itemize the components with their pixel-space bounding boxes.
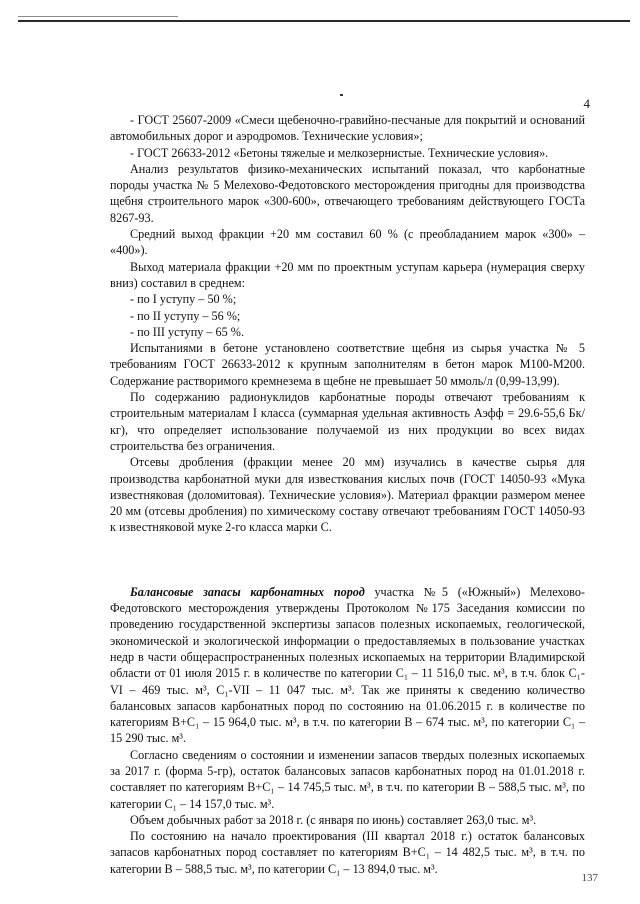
paragraph-reserves bbox=[110, 584, 585, 747]
paragraph: Выход материала фракции +20 мм по проектным уступам карьера (нумерация сверху вниз) составил в среднем: bbox=[110, 259, 585, 290]
header-rule-thin bbox=[18, 16, 178, 17]
page-number-top: 4 bbox=[583, 96, 590, 111]
paragraph: Отсевы дробления (фракции менее 20 мм) изучались в качестве сырья для производства карбонатной муки для известкования кислых почв (ГОСТ 14050-93 «Мука известняковая (доломитовая). Технические условия»). Материал фракции размером менее 20 мм (отсевы дробления) по химическому составу отвечают требованиям ГОСТ 14050-93 к известняковой муке 2-го класса марки С. bbox=[110, 455, 585, 535]
paragraph: Анализ результатов физико-механических испытаний показал, что карбонатные породы участка № 5 Мелехово-Федотовского месторождения пригодны для производства щебня строительного марок «300-600», отвечающего требованиям действующего ГОСТа 8267-93. bbox=[110, 161, 585, 225]
paragraph: По состоянию на начало проектирования (III квартал 2018 г.) остаток балансовых запасов карбонатных пород составляет по категориям В+С₁ – 14 482,5 тыс. м³, в т.ч. по категории В – 588,5 тыс. м³, по категории С₁ – 13 894,0 тыс. м³. bbox=[110, 829, 585, 876]
list-item: - по III уступу – 65 %. bbox=[130, 324, 244, 339]
header-rule bbox=[18, 20, 630, 22]
paragraph: Средний выход фракции +20 мм составил 60 % (с преобладанием марок «300» – «400»). bbox=[110, 227, 585, 258]
paragraph: - ГОСТ 26633-2012 «Бетоны тяжелые и мелкозернистые. Технические условия». bbox=[130, 145, 549, 160]
page-number-bottom: 137 bbox=[581, 872, 598, 884]
paragraph: Испытаниями в бетоне установлено соответствие щебня из сырья участка № 5 требованиям ГОСТ 26633-2012 к крупным заполнителям в бетон марок М100-М200. Содержание растворимого кремнезема в щебне не превышает 50 ммоль/л (0,99-13,99). bbox=[110, 341, 585, 388]
reserves-text: участка №5 («Южный») Мелехово-Федотовского месторождения утверждены Протоколом №175 Заседания комиссии по проведению государственной экспертизы запасов полезных ископаемых, геологической, экономической и экологической информации о предоставляемых в пользование участках недр в части общераспространенных полезных ископаемых на территории Владимирской области от 01 июля 2015 г. в количестве по категории С₁ – 11 516,0 тыс. м³, в т.ч. блок С₁-VI – 469 тыс. м³, С₁-VII – 11 047 тыс. м³. Так же приняты к сведению количество балансовых запасов карбонатных пород по состоянию на 01.06.2015 г. в количестве по категориям В+С₁ – 15 964,0 тыс. м³, в т.ч. по категории В – 674 тыс. м³, по категории С₁ – 15 290 тыс. м³. bbox=[110, 584, 585, 746]
paragraph: По содержанию радионуклидов карбонатные породы отвечают требованиям к строительным материалам I класса (суммарная удельная активность Аэфф = 29.6-55,6 Бк/кг), что определяет использование получаемой из них продукции во всех видах строительства без ограничения. bbox=[110, 390, 585, 453]
paragraph: Объем добычных работ за 2018 г. (с января по июнь) составляет 263,0 тыс. м³. bbox=[130, 812, 537, 827]
reserves-heading: Балансовые запасы карбонатных пород bbox=[130, 584, 365, 599]
list-item: - по II уступу – 56 %; bbox=[130, 308, 241, 323]
list-item: - по I уступу – 50 %; bbox=[130, 292, 237, 307]
paragraph: Согласно сведениям о состоянии и изменении запасов твердых полезных ископаемых за 2017 г. (форма 5-гр), остаток балансовых запасов карбонатных пород на 01.01.2018 г. составляет по категориям В+С₁ – 14 745,5 тыс. м³, в т.ч. по категории В – 588,5 тыс. м³, по категории С₁ – 14 157,0 тыс. м³. bbox=[110, 747, 585, 811]
section-gap bbox=[110, 536, 585, 584]
document-body bbox=[110, 112, 585, 877]
paragraph: - ГОСТ 25607-2009 «Смеси щебеночно-гравийно-песчаные для покрытий и оснований автомобильных дорог и аэродромов. Технические условия»; bbox=[110, 113, 585, 144]
scan-mark bbox=[340, 94, 343, 96]
